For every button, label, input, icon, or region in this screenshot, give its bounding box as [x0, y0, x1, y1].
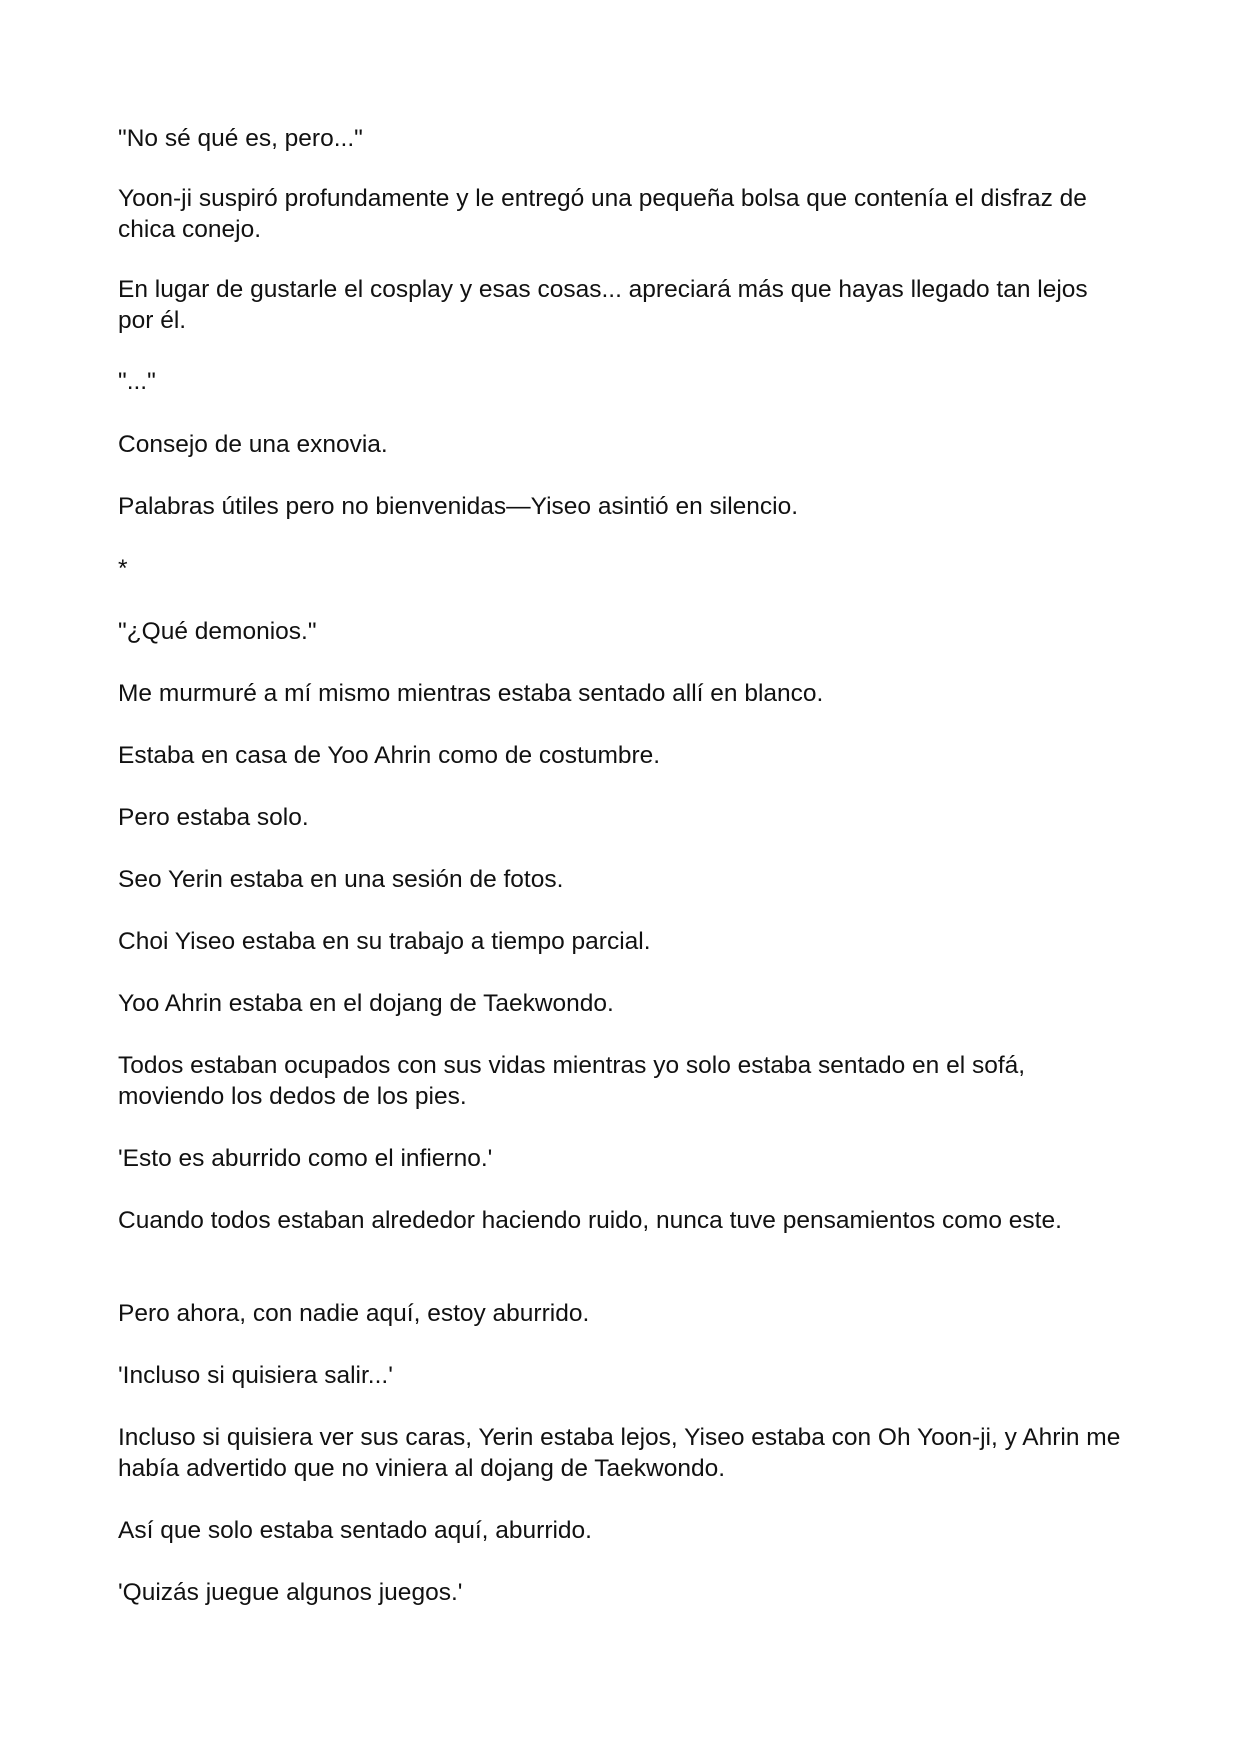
paragraph: *	[118, 555, 128, 582]
paragraph: Todos estaban ocupados con sus vidas mientras yo solo estaba sentado en el sofá, moviendo los dedos de los pies.	[118, 1052, 1026, 1110]
paragraph: Yoon-ji suspiró profundamente y le entregó una pequeña bolsa que contenía el disfraz de chica conejo.	[118, 185, 1087, 243]
paragraph: "¿Qué demonios."	[118, 618, 317, 645]
paragraph: "No sé qué es, pero..."	[118, 125, 363, 152]
paragraph: Seo Yerin estaba en una sesión de fotos.	[118, 866, 564, 893]
paragraph: Choi Yiseo estaba en su trabajo a tiempo parcial.	[118, 928, 651, 955]
paragraph: Pero ahora, con nadie aquí, estoy aburrido.	[118, 1300, 590, 1327]
paragraph: Estaba en casa de Yoo Ahrin como de costumbre.	[118, 742, 661, 769]
paragraph: 'Incluso si quisiera salir...'	[118, 1362, 393, 1389]
paragraph: Palabras útiles pero no bienvenidas—Yiseo asintió en silencio.	[118, 493, 799, 520]
paragraph: 'Esto es aburrido como el infierno.'	[118, 1145, 493, 1172]
paragraph: Me murmuré a mí mismo mientras estaba sentado allí en blanco.	[118, 680, 824, 707]
paragraph: Yoo Ahrin estaba en el dojang de Taekwondo.	[118, 990, 614, 1017]
paragraph: 'Quizás juegue algunos juegos.'	[118, 1579, 463, 1606]
paragraph: Pero estaba solo.	[118, 804, 309, 831]
paragraph: En lugar de gustarle el cosplay y esas cosas... apreciará más que hayas llegado tan lejos por él.	[118, 276, 1088, 334]
paragraph: Cuando todos estaban alrededor haciendo ruido, nunca tuve pensamientos como este.	[118, 1207, 1062, 1234]
paragraph: Incluso si quisiera ver sus caras, Yerin estaba lejos, Yiseo estaba con Oh Yoon-ji, y Ahrin me había advertido que no viniera al dojang de Taekwondo.	[118, 1424, 1121, 1482]
paragraph: Así que solo estaba sentado aquí, aburrido.	[118, 1517, 592, 1544]
paragraph: "..."	[118, 368, 156, 395]
paragraph: Consejo de una exnovia.	[118, 431, 388, 458]
